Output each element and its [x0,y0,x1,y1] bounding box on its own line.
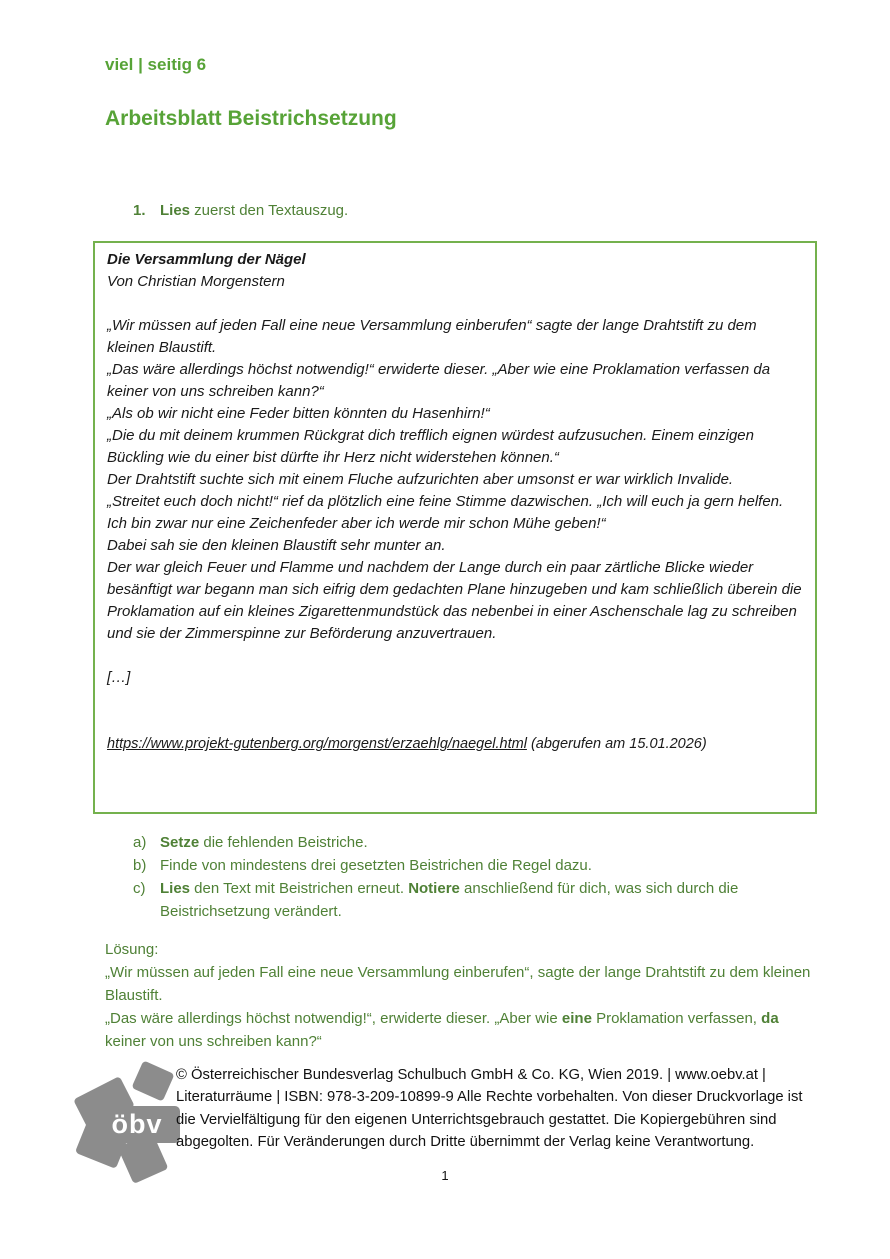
text-segment: die fehlenden Beistriche. [199,834,368,851]
text-segment: „Das wäre allerdings höchst notwendig!“, erwiderte dieser. „Aber wie [105,1010,562,1027]
excerpt-paragraph: „Als ob wir nicht eine Feder bitten könnten du Hasenhirn!“ [107,405,490,422]
page-header-brand: viel | seitig 6 [105,55,207,74]
source-retrieved-note: (abgerufen am 15.01.2026) [526,736,707,752]
task-list [133,831,798,923]
text-excerpt-box [93,241,817,814]
text-segment: anschließend für dich, was sich durch die Beistrichsetzung verändert. [160,880,739,920]
instruction-item [133,202,733,219]
text-segment: eine [561,1010,592,1027]
text-segment: Finde von mindestens drei gesetzten Beistrichen die Regel dazu. [160,857,592,874]
text-segment: den Text mit Beistrichen erneut. [190,880,409,897]
source-url-link[interactable]: https://www.projekt-gutenberg.org/morgenst/erzaehlg/naegel.html [107,736,527,752]
task-marker: c) [133,880,146,897]
solution-label: Lösung: [105,941,159,958]
text-segment: Proklamation verfassen, [591,1010,762,1027]
text-segment: Lies [160,880,191,897]
excerpt-title: Die Versammlung der Nägel [107,251,306,268]
excerpt-source-line [107,733,803,755]
excerpt-author: Von Christian Morgenstern [107,273,285,290]
page-number: 1 [441,1168,449,1183]
excerpt-ellipsis: […] [107,669,131,686]
blank-line [107,293,803,315]
solution-paragraph [105,961,817,1007]
task-text [160,831,798,854]
instruction-number: 1. [133,202,146,219]
task-item [133,854,798,877]
task-item [133,831,798,854]
oebv-logo-text: öbv [94,1106,180,1143]
instruction-text [160,202,348,219]
page-title: Arbeitsblatt Beistrichsetzung [105,107,397,130]
text-segment: Lies [160,202,191,219]
copyright-notice: © Österreichischer Bundesverlag Schulbuch GmbH & Co. KG, Wien 2019. | www.oebv.at | Literaturräume | ISBN: 978-3-209-10899-9 Alle Rechte vorbehalten. Von dieser Druckvorlage ist die Vervielfältigung für den eigenen Unterrichtsgebrauch gestattet. Die Kopiergebühren sind abgegolten. Für Veränderungen durch Dritte übernimmt der Verlag keine Verantwortung. [176,1067,803,1150]
solution-paragraphs [105,961,817,1053]
text-segment: „Wir müssen auf jeden Fall eine neue Versammlung einberufen“, sagte der lange Drahtstift zu dem kleinen Blaustift. [105,964,811,1004]
task-text [160,854,798,877]
excerpt-paragraph: „Das wäre allerdings höchst notwendig!“ erwiderte dieser. „Aber wie eine Proklamation verfassen da keiner von uns schreiben kann?“ [107,361,771,400]
excerpt-paragraphs [107,315,803,645]
text-segment: zuerst den Textauszug. [190,202,349,219]
excerpt-paragraph: Der Drahtstift suchte sich mit einem Fluche aufzurichten aber umsonst er war wirklich Invalide. [107,471,734,488]
text-segment: Setze [160,834,200,851]
task-text [160,877,798,923]
excerpt-paragraph: „Streitet euch doch nicht!“ rief da plötzlich eine feine Stimme dazwischen. „Ich will euch ja gern helfen. Ich bin zwar nur eine Zeichenfeder aber ich werde mir schon Mühe geben!“ [107,493,784,532]
logo-petal-icon [131,1060,174,1101]
excerpt-paragraph: „Wir müssen auf jeden Fall eine neue Versammlung einberufen“ sagte der lange Drahtstift zu dem kleinen Blaustift. [107,317,757,356]
task-marker: b) [133,857,147,874]
text-segment: da [761,1010,779,1027]
solution-section [105,938,817,1053]
excerpt-paragraph: „Die du mit deinem krummen Rückgrat dich trefflich eignen würdest aufzusuchen. Einem einzigen Bückling wie du einer bist dürfte ihr Herz nicht widerstehen können.“ [107,427,754,466]
text-segment: Notiere [408,880,460,897]
excerpt-paragraph: Dabei sah sie den kleinen Blaustift sehr munter an. [107,537,446,554]
oebv-logo [78,1066,186,1178]
text-segment: keiner von uns schreiben kann?“ [105,1033,322,1050]
solution-paragraph [105,1007,817,1053]
excerpt-paragraph: Der war gleich Feuer und Flamme und nachdem der Lange durch ein paar zärtliche Blicke wieder besänftigt war begann man sich eifrig dem gedachten Plane hinzugeben und kam schließlich überein die Proklamation auf ein kleines Zigarettenmundstück das nebenbei in einer Aschenschale lag zu schreiben und sie der Zimmerspinne zur Beförderung anzuvertrauen. [107,559,802,642]
task-marker: a) [133,834,147,851]
task-item [133,877,798,923]
